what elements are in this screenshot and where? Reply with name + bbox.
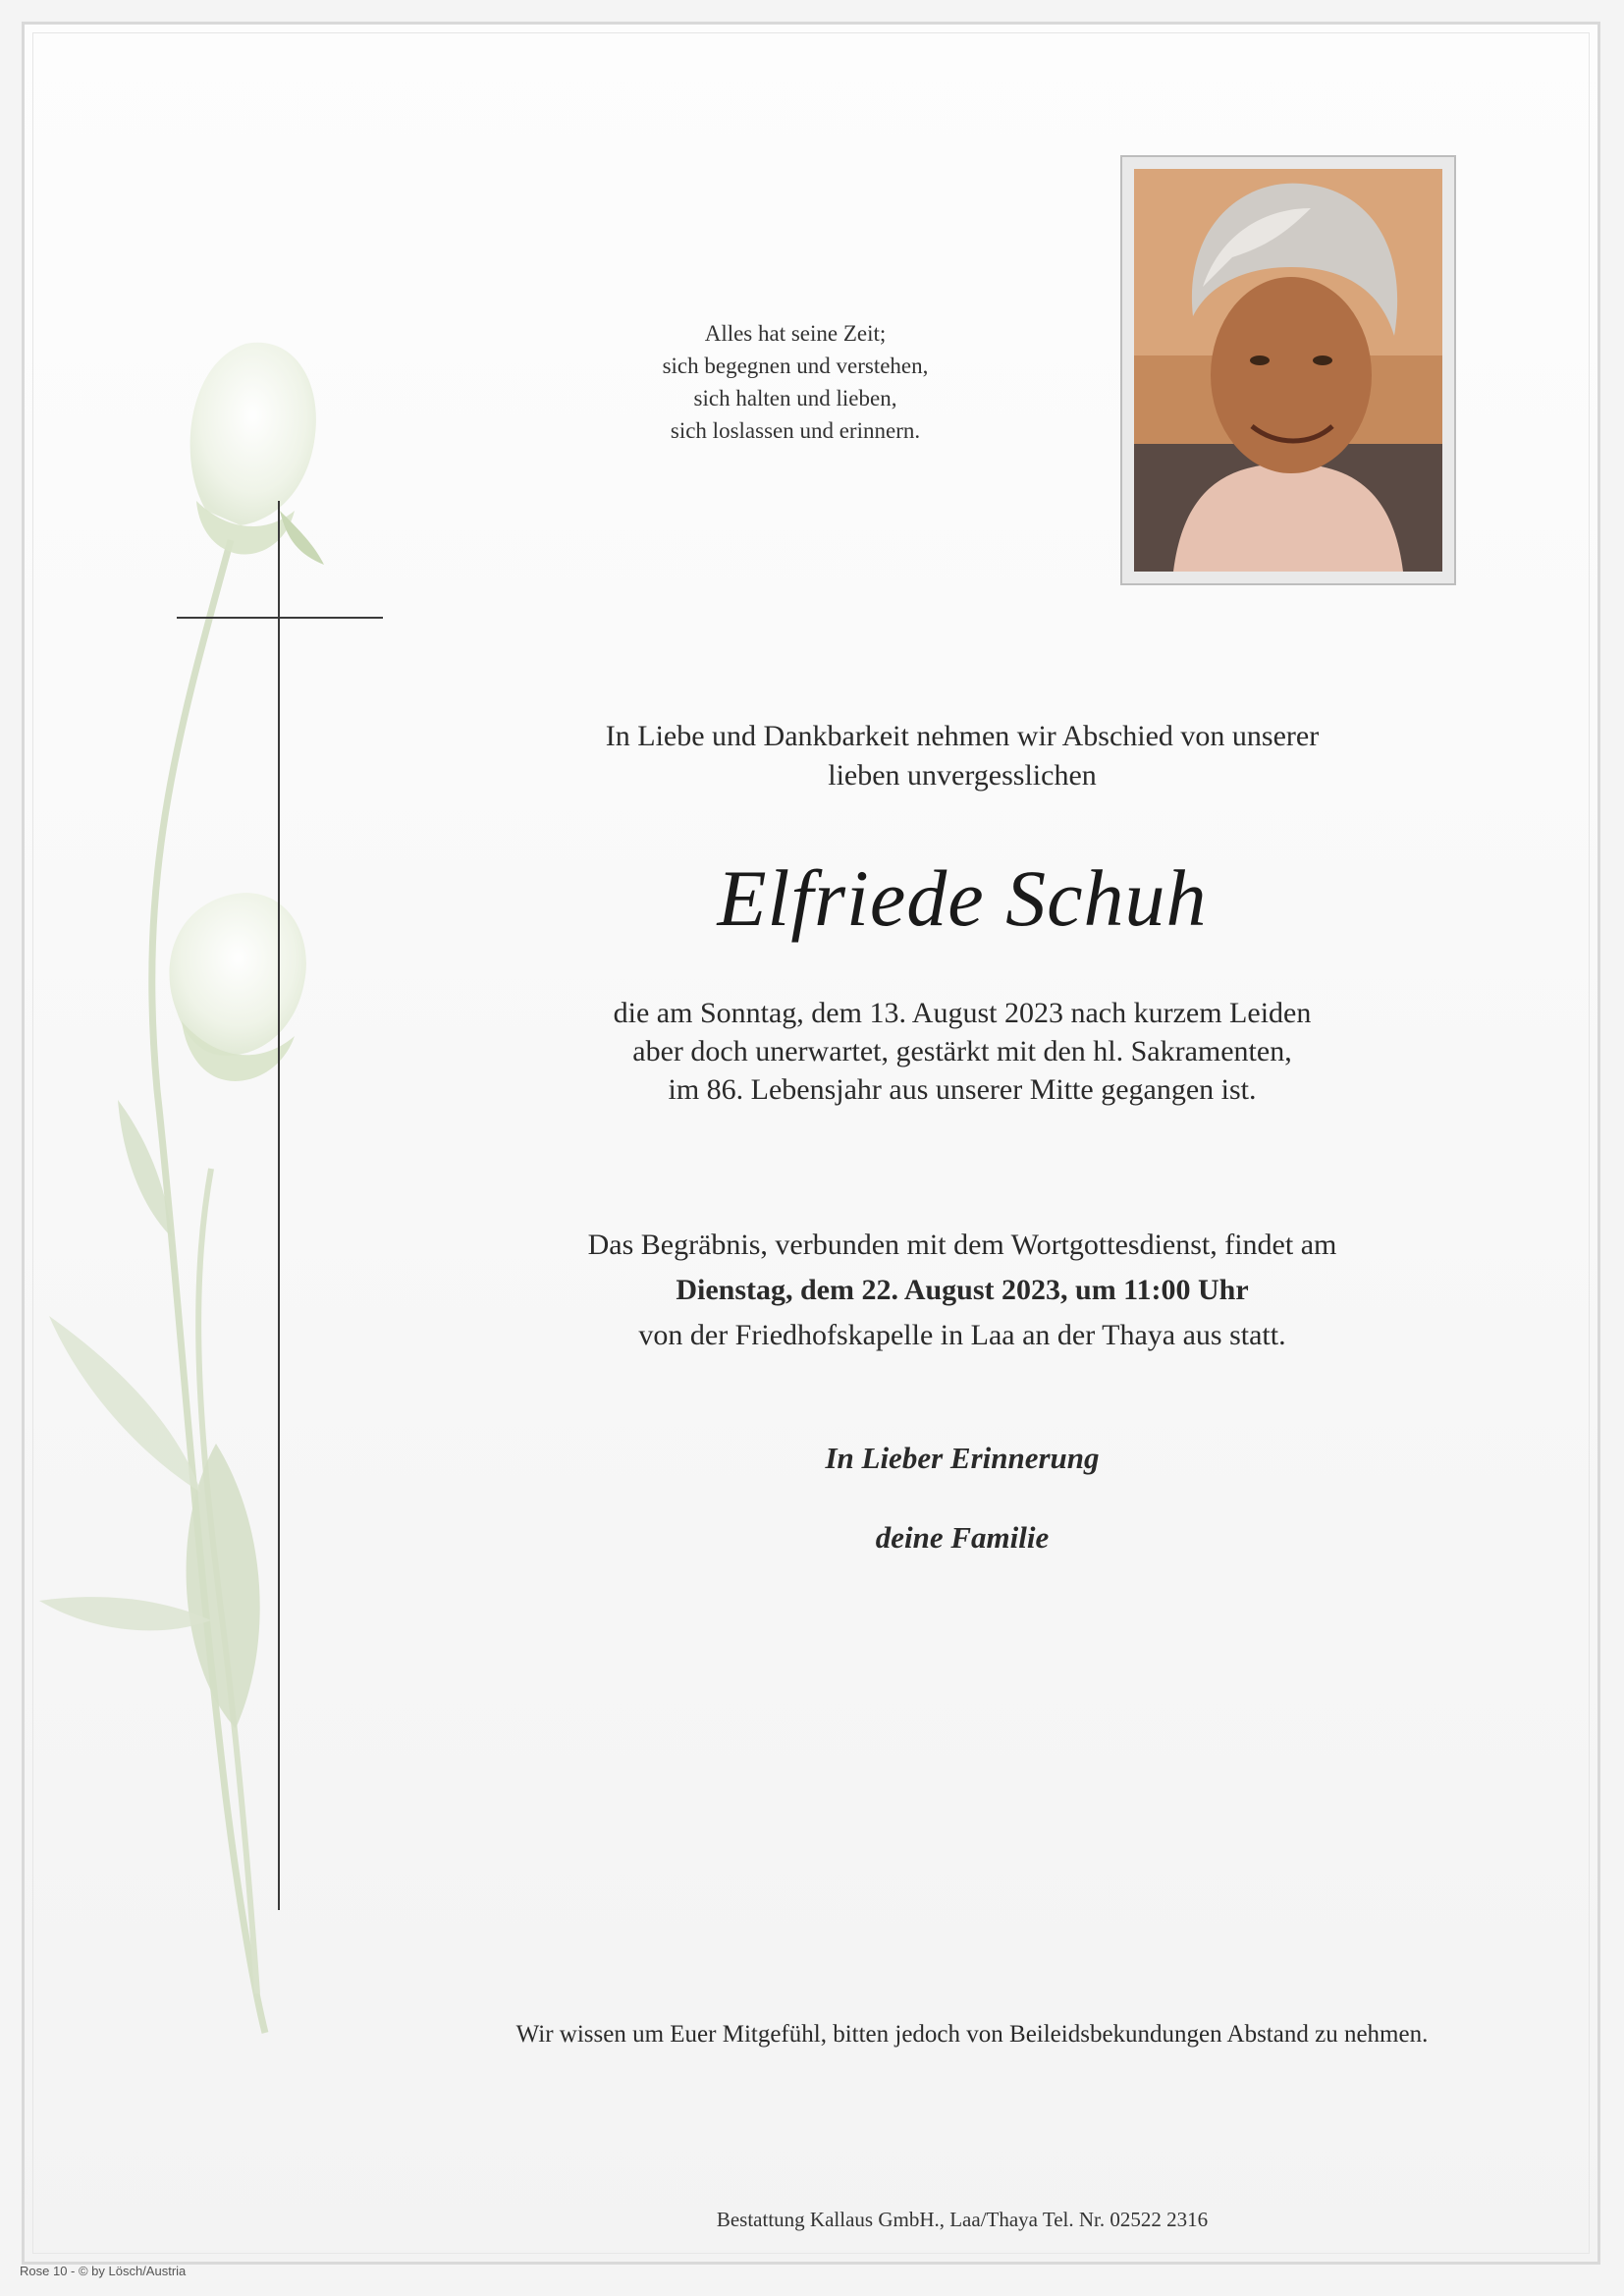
- closing-family: deine Familie: [875, 1520, 1050, 1555]
- funeral-info: [491, 1223, 1434, 1358]
- poem-line: sich halten und lieben,: [693, 386, 897, 410]
- portrait-frame: [1120, 155, 1456, 585]
- intro-line: In Liebe und Dankbarkeit nehmen wir Abschied von unserer: [605, 720, 1320, 752]
- poem: [550, 317, 1041, 447]
- funeral-home-footer: Bestattung Kallaus GmbH., Laa/Thaya Tel. Nr. 02522 2316: [716, 2208, 1209, 2231]
- closing-remembrance: In Lieber Erinnerung: [825, 1441, 1100, 1475]
- details-line: die am Sonntag, dem 13. August 2023 nach kurzem Leiden: [613, 997, 1312, 1029]
- intro-line: lieben unvergesslichen: [828, 759, 1097, 792]
- intro-text: [491, 717, 1434, 795]
- poem-line: sich begegnen und verstehen,: [662, 354, 929, 378]
- funeral-date: Dienstag, dem 22. August 2023, um 11:00 Uhr: [676, 1274, 1249, 1306]
- details-line: aber doch unerwartet, gestärkt mit den hl. Sakramenten,: [632, 1035, 1292, 1067]
- portrait-photo: [1134, 169, 1442, 572]
- poem-line: Alles hat seine Zeit;: [704, 321, 887, 346]
- deceased-name: Elfriede Schuh: [717, 853, 1208, 943]
- details-line: im 86. Lebensjahr aus unserer Mitte gegangen ist.: [668, 1073, 1257, 1106]
- death-details: [491, 994, 1434, 1109]
- condolence-notice: Wir wissen um Euer Mitgefühl, bitten jedoch von Beileidsbekundungen Abstand zu nehmen.: [515, 2021, 1429, 2048]
- white-rose-illustration: [29, 324, 491, 2052]
- funeral-line: Das Begräbnis, verbunden mit dem Wortgottesdienst, findet am: [587, 1229, 1337, 1261]
- cross-horizontal-bar: [177, 617, 383, 619]
- cross-vertical-bar: [278, 501, 280, 1910]
- funeral-location: von der Friedhofskapelle in Laa an der Thaya aus statt.: [638, 1319, 1286, 1351]
- poem-line: sich loslassen und erinnern.: [670, 418, 921, 443]
- design-credit: Rose 10 - © by Lösch/Austria: [20, 2264, 187, 2278]
